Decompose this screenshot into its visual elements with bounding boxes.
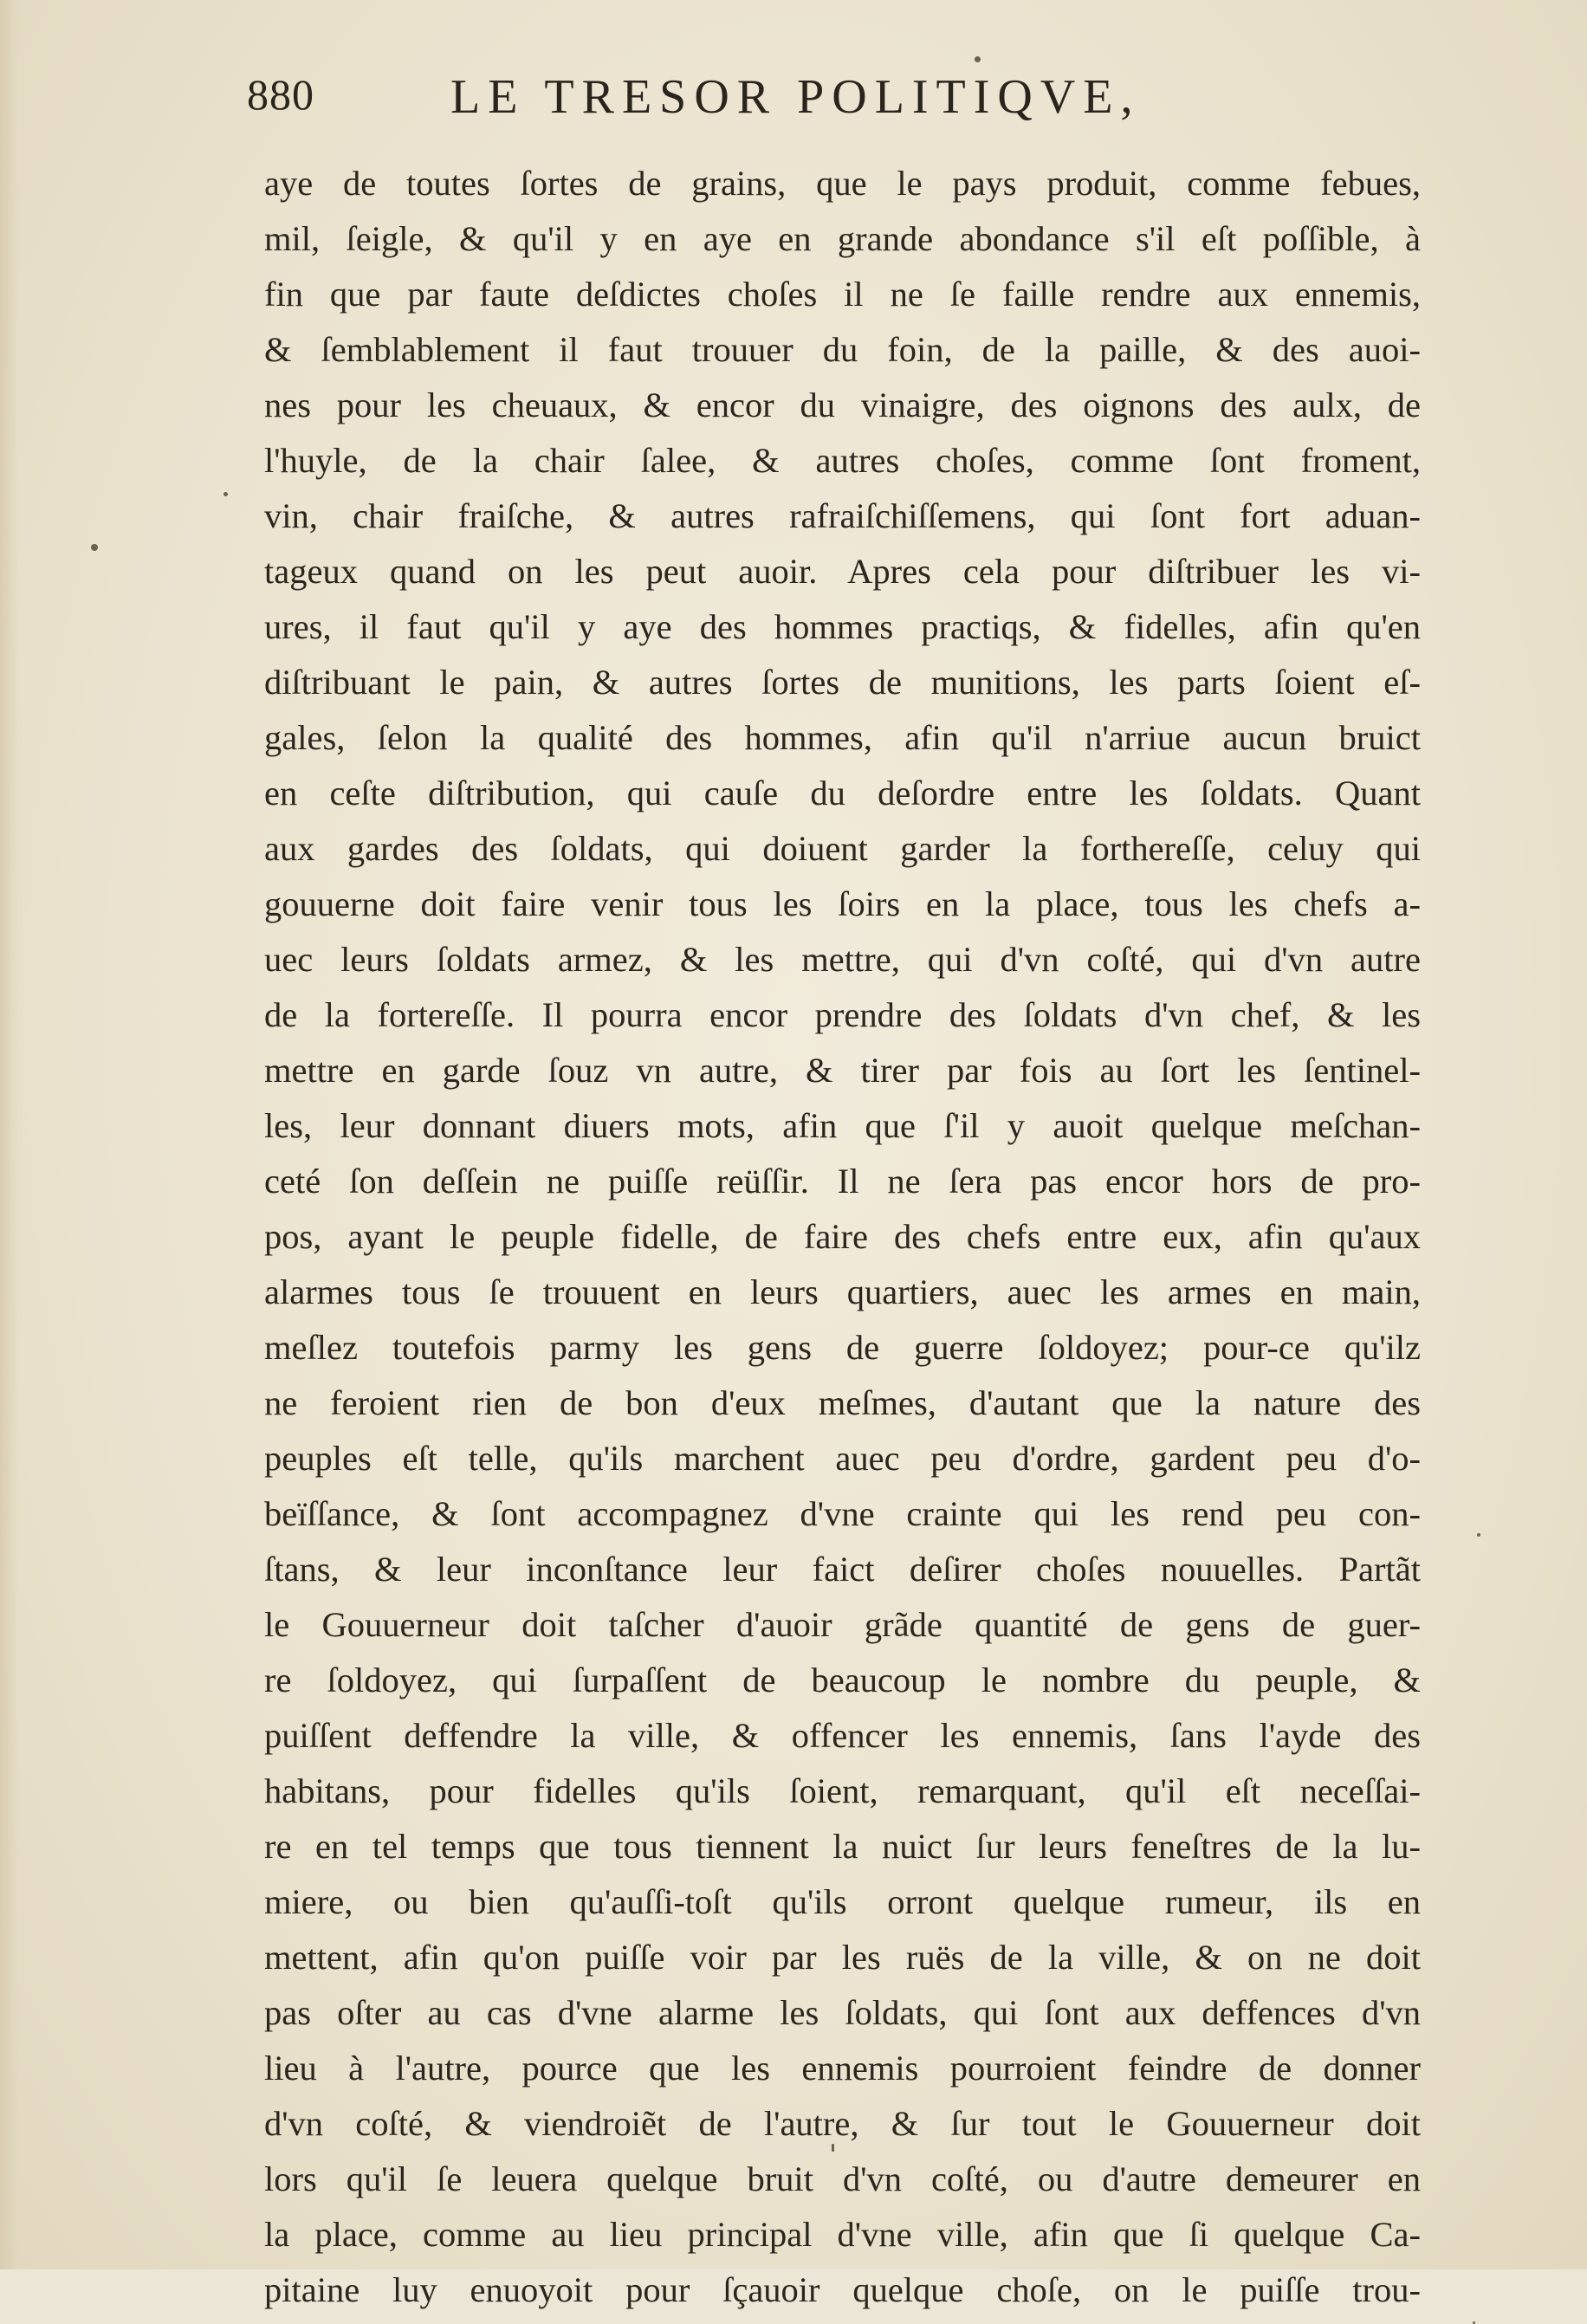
body-text (264, 156, 1421, 2318)
text-line: ſtans, & leur inconſtance leur faict deſirer choſes nouuelles. Partãt (264, 1550, 1421, 1589)
text-line: en ceſte diſtribution, qui cauſe du deſordre entre les ſoldats. Quant (264, 774, 1421, 812)
text-line: de la fortereſſe. Il pourra encor prendre des ſoldats d'vn chef, & les (264, 995, 1421, 1034)
text-line: gales, ſelon la qualité des hommes, afin qu'il n'arriue aucun bruict (264, 718, 1421, 757)
text-line: lors qu'il ſe leuera quelque bruit d'vn coſté, ou d'autre demeurer en (264, 2159, 1421, 2198)
text-line: meſlez toutefois parmy les gens de guerre ſoldoyez; pour-ce qu'ilz (264, 1328, 1421, 1367)
text-line: le Gouuerneur doit taſcher d'auoir grãde quantité de gens de guer- (264, 1605, 1421, 1644)
text-line: ne feroient rien de bon d'eux meſmes, d'autant que la nature des (264, 1383, 1421, 1422)
text-line: ceté ſon deſſein ne puiſſe reüſſir. Il ne ſera pas encor hors de pro- (264, 1162, 1421, 1201)
text-line: les, leur donnant diuers mots, afin que ſ'il y auoit quelque meſchan- (264, 1106, 1421, 1145)
page-number: 880 (247, 70, 314, 119)
text-line: pos, ayant le peuple fidelle, de faire des chefs entre eux, afin qu'aux (264, 1217, 1421, 1256)
text-line: mettent, afin qu'on puiſſe voir par les ruës de la ville, & on ne doit (264, 1938, 1421, 1977)
text-line: puiſſent deffendre la ville, & offencer les ennemis, ſans l'ayde des (264, 1716, 1421, 1755)
text-line: pas oſter au cas d'vne alarme les ſoldats, qui ſont aux deffences d'vn (264, 1993, 1421, 2032)
text-line: peuples eſt telle, qu'ils marchent auec peu d'ordre, gardent peu d'o- (264, 1439, 1421, 1478)
text-line: mettre en garde ſouz vn autre, & tirer par fois au ſort les ſentinel- (264, 1051, 1421, 1090)
text-line: d'vn coſté, & viendroiẽt de l'autre, & ſur tout le Gouuerneur doit (264, 2104, 1421, 2143)
text-line: gouuerne doit faire venir tous les ſoirs en la place, tous les chefs a- (264, 884, 1421, 923)
text-line: tageux quand on les peut auoir. Apres cela pour diſtribuer les vi- (264, 552, 1421, 591)
text-line: re ſoldoyez, qui ſurpaſſent de beaucoup le nombre du peuple, & (264, 1660, 1421, 1699)
text-line: la place, comme au lieu principal d'vne ville, afin que ſi quelque Ca- (264, 2215, 1421, 2254)
text-line: alarmes tous ſe trouuent en leurs quartiers, auec les armes en main, (264, 1272, 1421, 1311)
text-line: re en tel temps que tous tiennent la nuict ſur leurs feneſtres de la lu- (264, 1827, 1421, 1866)
text-line: beïſſance, & ſont accompagnez d'vne crainte qui les rend peu con- (264, 1494, 1421, 1533)
text-line: habitans, pour fidelles qu'ils ſoient, remarquant, qu'il eſt neceſſai- (264, 1771, 1421, 1810)
text-line: vin, chair fraiſche, & autres rafraiſchiſſemens, qui ſont fort aduan- (264, 496, 1421, 535)
text-line: fin que par faute deſdictes choſes il ne ſe faille rendre aux ennemis, (264, 275, 1421, 314)
text-line: lieu à l'autre, pource que les ennemis pourroient feindre de donner (264, 2049, 1421, 2088)
text-line: pitaine luy enuoyoit pour ſçauoir quelque choſe, on le puiſſe trou- (264, 2270, 1421, 2309)
text-line: ures, il faut qu'il y aye des hommes practiqs, & fidelles, afin qu'en (264, 607, 1421, 646)
page-edge-shadow (0, 0, 19, 2269)
text-line: l'huyle, de la chair ſalee, & autres choſes, comme ſont froment, (264, 441, 1421, 480)
text-line: uec leurs ſoldats armez, & les mettre, qui d'vn coſté, qui d'vn autre (264, 940, 1421, 979)
text-line: nes pour les cheuaux, & encor du vinaigre, des oignons des aulx, de (264, 385, 1421, 424)
text-line: aye de toutes ſortes de grains, que le pays produit, comme febues, (264, 164, 1421, 203)
text-line: diſtribuant le pain, & autres ſortes de munitions, les parts ſoient eſ- (264, 663, 1421, 702)
text-line: & ſemblablement il faut trouuer du foin, de la paille, & des auoi- (264, 330, 1421, 369)
text-line: aux gardes des ſoldats, qui doiuent garder la forthereſſe, celuy qui (264, 829, 1421, 868)
page-header (247, 69, 1425, 139)
running-title: LE TRESOR POLITIQVE, (450, 70, 1141, 124)
text-line: miere, ou bien qu'auſſi-toſt qu'ils orront quelque rumeur, ils en (264, 1882, 1421, 1921)
text-line: mil, ſeigle, & qu'il y en aye en grande abondance s'il eſt poſſible, à (264, 219, 1421, 258)
